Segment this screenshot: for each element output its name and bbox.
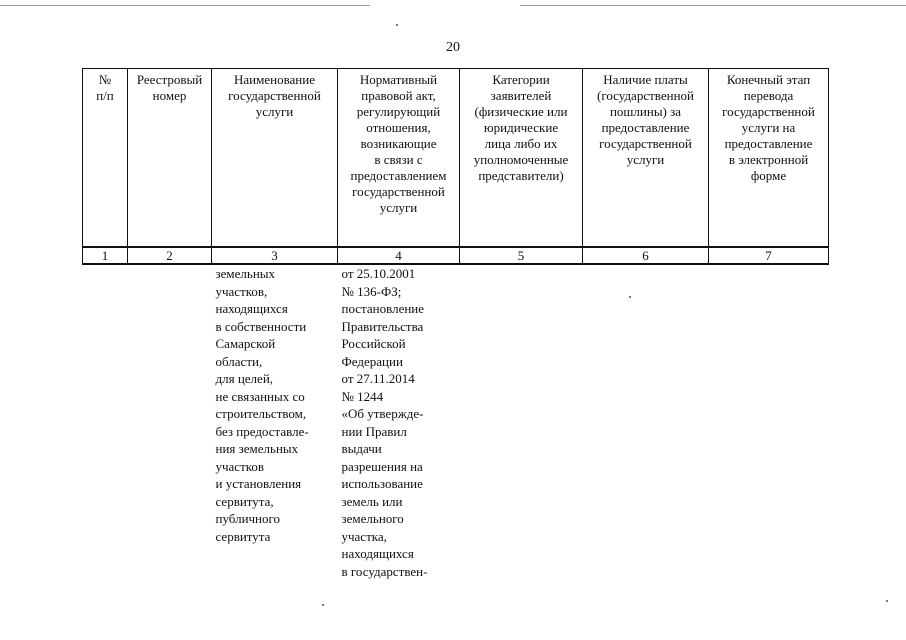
header-label: Реестровый номер bbox=[136, 72, 203, 103]
header-label: Категории заявителей (физические или юридические лица либо их уполномоченные представители) bbox=[473, 72, 569, 183]
header-cell-fee bbox=[583, 69, 709, 248]
continuation-cell-service-name bbox=[212, 264, 338, 580]
header-label: Нормативный правовой акт, регулирующий отношения, возникающие в связи с предоставлением государственной услуги bbox=[350, 72, 447, 215]
continuation-cell-empty bbox=[460, 264, 583, 580]
service-name-line: без предоставле- bbox=[215, 423, 309, 439]
legal-act-line: участка, bbox=[341, 528, 387, 544]
service-name-line: ния земельных bbox=[215, 441, 299, 456]
column-number-cell: 4 bbox=[338, 247, 460, 264]
header-label: Конечный этап перевода государственной услуги на предоставление в электронной форме bbox=[722, 72, 815, 183]
continuation-cell-empty bbox=[128, 264, 212, 580]
column-number-cell: 2 bbox=[128, 247, 212, 264]
scan-speck bbox=[886, 600, 888, 602]
scan-speck bbox=[396, 24, 398, 26]
legal-act-line: № 136-ФЗ; bbox=[341, 283, 402, 299]
scan-artifact-line bbox=[520, 5, 906, 6]
header-label: Наличие платы (государственной пошлины) за предоставление государственной услуги bbox=[597, 72, 694, 167]
service-name-line: Самарской bbox=[215, 336, 276, 351]
header-cell-number bbox=[83, 69, 128, 248]
header-cell-applicant-categories bbox=[460, 69, 583, 248]
service-name-line: участков, bbox=[215, 283, 268, 299]
legal-act-line: № 1244 bbox=[341, 388, 384, 404]
header-cell-registry-number bbox=[128, 69, 212, 248]
column-number-cell: 7 bbox=[709, 247, 829, 264]
legal-act-line: нии Правил bbox=[341, 423, 407, 439]
legal-act-line: выдачи bbox=[341, 441, 382, 456]
service-name-line: строительством, bbox=[215, 406, 307, 421]
services-registry-table bbox=[82, 68, 829, 580]
legal-act-line: находящихся bbox=[341, 546, 414, 561]
header-label: Наименование государственной услуги bbox=[228, 72, 321, 119]
service-name-line: сервитута, bbox=[215, 493, 274, 509]
legal-act-line: от 25.10.2001 bbox=[341, 266, 416, 281]
legal-act-line: «Об утвержде- bbox=[341, 406, 424, 421]
legal-act-line: в государствен- bbox=[341, 563, 428, 579]
column-number-row bbox=[83, 247, 829, 264]
legal-act-line: Российской bbox=[341, 336, 406, 351]
legal-act-line: от 27.11.2014 bbox=[341, 371, 415, 386]
service-name-line: сервитута bbox=[215, 528, 271, 544]
continuation-cell-legal-act bbox=[338, 264, 460, 580]
legal-act-line: разрешения на bbox=[341, 458, 423, 474]
header-cell-final-stage bbox=[709, 69, 829, 248]
service-name-line: не связанных со bbox=[215, 388, 305, 404]
table-header-row bbox=[83, 69, 829, 248]
continuation-cell-empty bbox=[709, 264, 829, 580]
legal-act-line: Правительства bbox=[341, 318, 424, 334]
header-cell-legal-act bbox=[338, 69, 460, 248]
scan-speck bbox=[322, 604, 324, 606]
header-label: № п/п bbox=[96, 72, 114, 103]
table-row-continuation bbox=[83, 264, 829, 580]
scan-artifact-line bbox=[0, 5, 370, 6]
service-name-line: участков bbox=[215, 458, 265, 474]
header-cell-service-name bbox=[212, 69, 338, 248]
legal-act-line: использование bbox=[341, 476, 423, 491]
continuation-cell-empty bbox=[583, 264, 709, 580]
legal-act-line: земель или bbox=[341, 493, 403, 509]
legal-act-line: постановление bbox=[341, 301, 425, 316]
service-name-line: и установления bbox=[215, 476, 302, 491]
legal-act-line: земельного bbox=[341, 511, 404, 526]
service-name-line: в собственности bbox=[215, 318, 307, 334]
legal-act-line: Федерации bbox=[341, 353, 403, 369]
column-number-cell: 6 bbox=[583, 247, 709, 264]
column-number-cell: 5 bbox=[460, 247, 583, 264]
service-name-line: области, bbox=[215, 353, 263, 369]
column-number-cell: 3 bbox=[212, 247, 338, 264]
column-number-cell: 1 bbox=[83, 247, 128, 264]
service-name-line: земельных bbox=[215, 266, 276, 281]
page-number: 20 bbox=[446, 40, 460, 55]
service-name-line: находящихся bbox=[215, 301, 288, 316]
continuation-cell-empty bbox=[83, 264, 128, 580]
service-name-line: публичного bbox=[215, 511, 281, 526]
service-name-line: для целей, bbox=[215, 371, 274, 386]
